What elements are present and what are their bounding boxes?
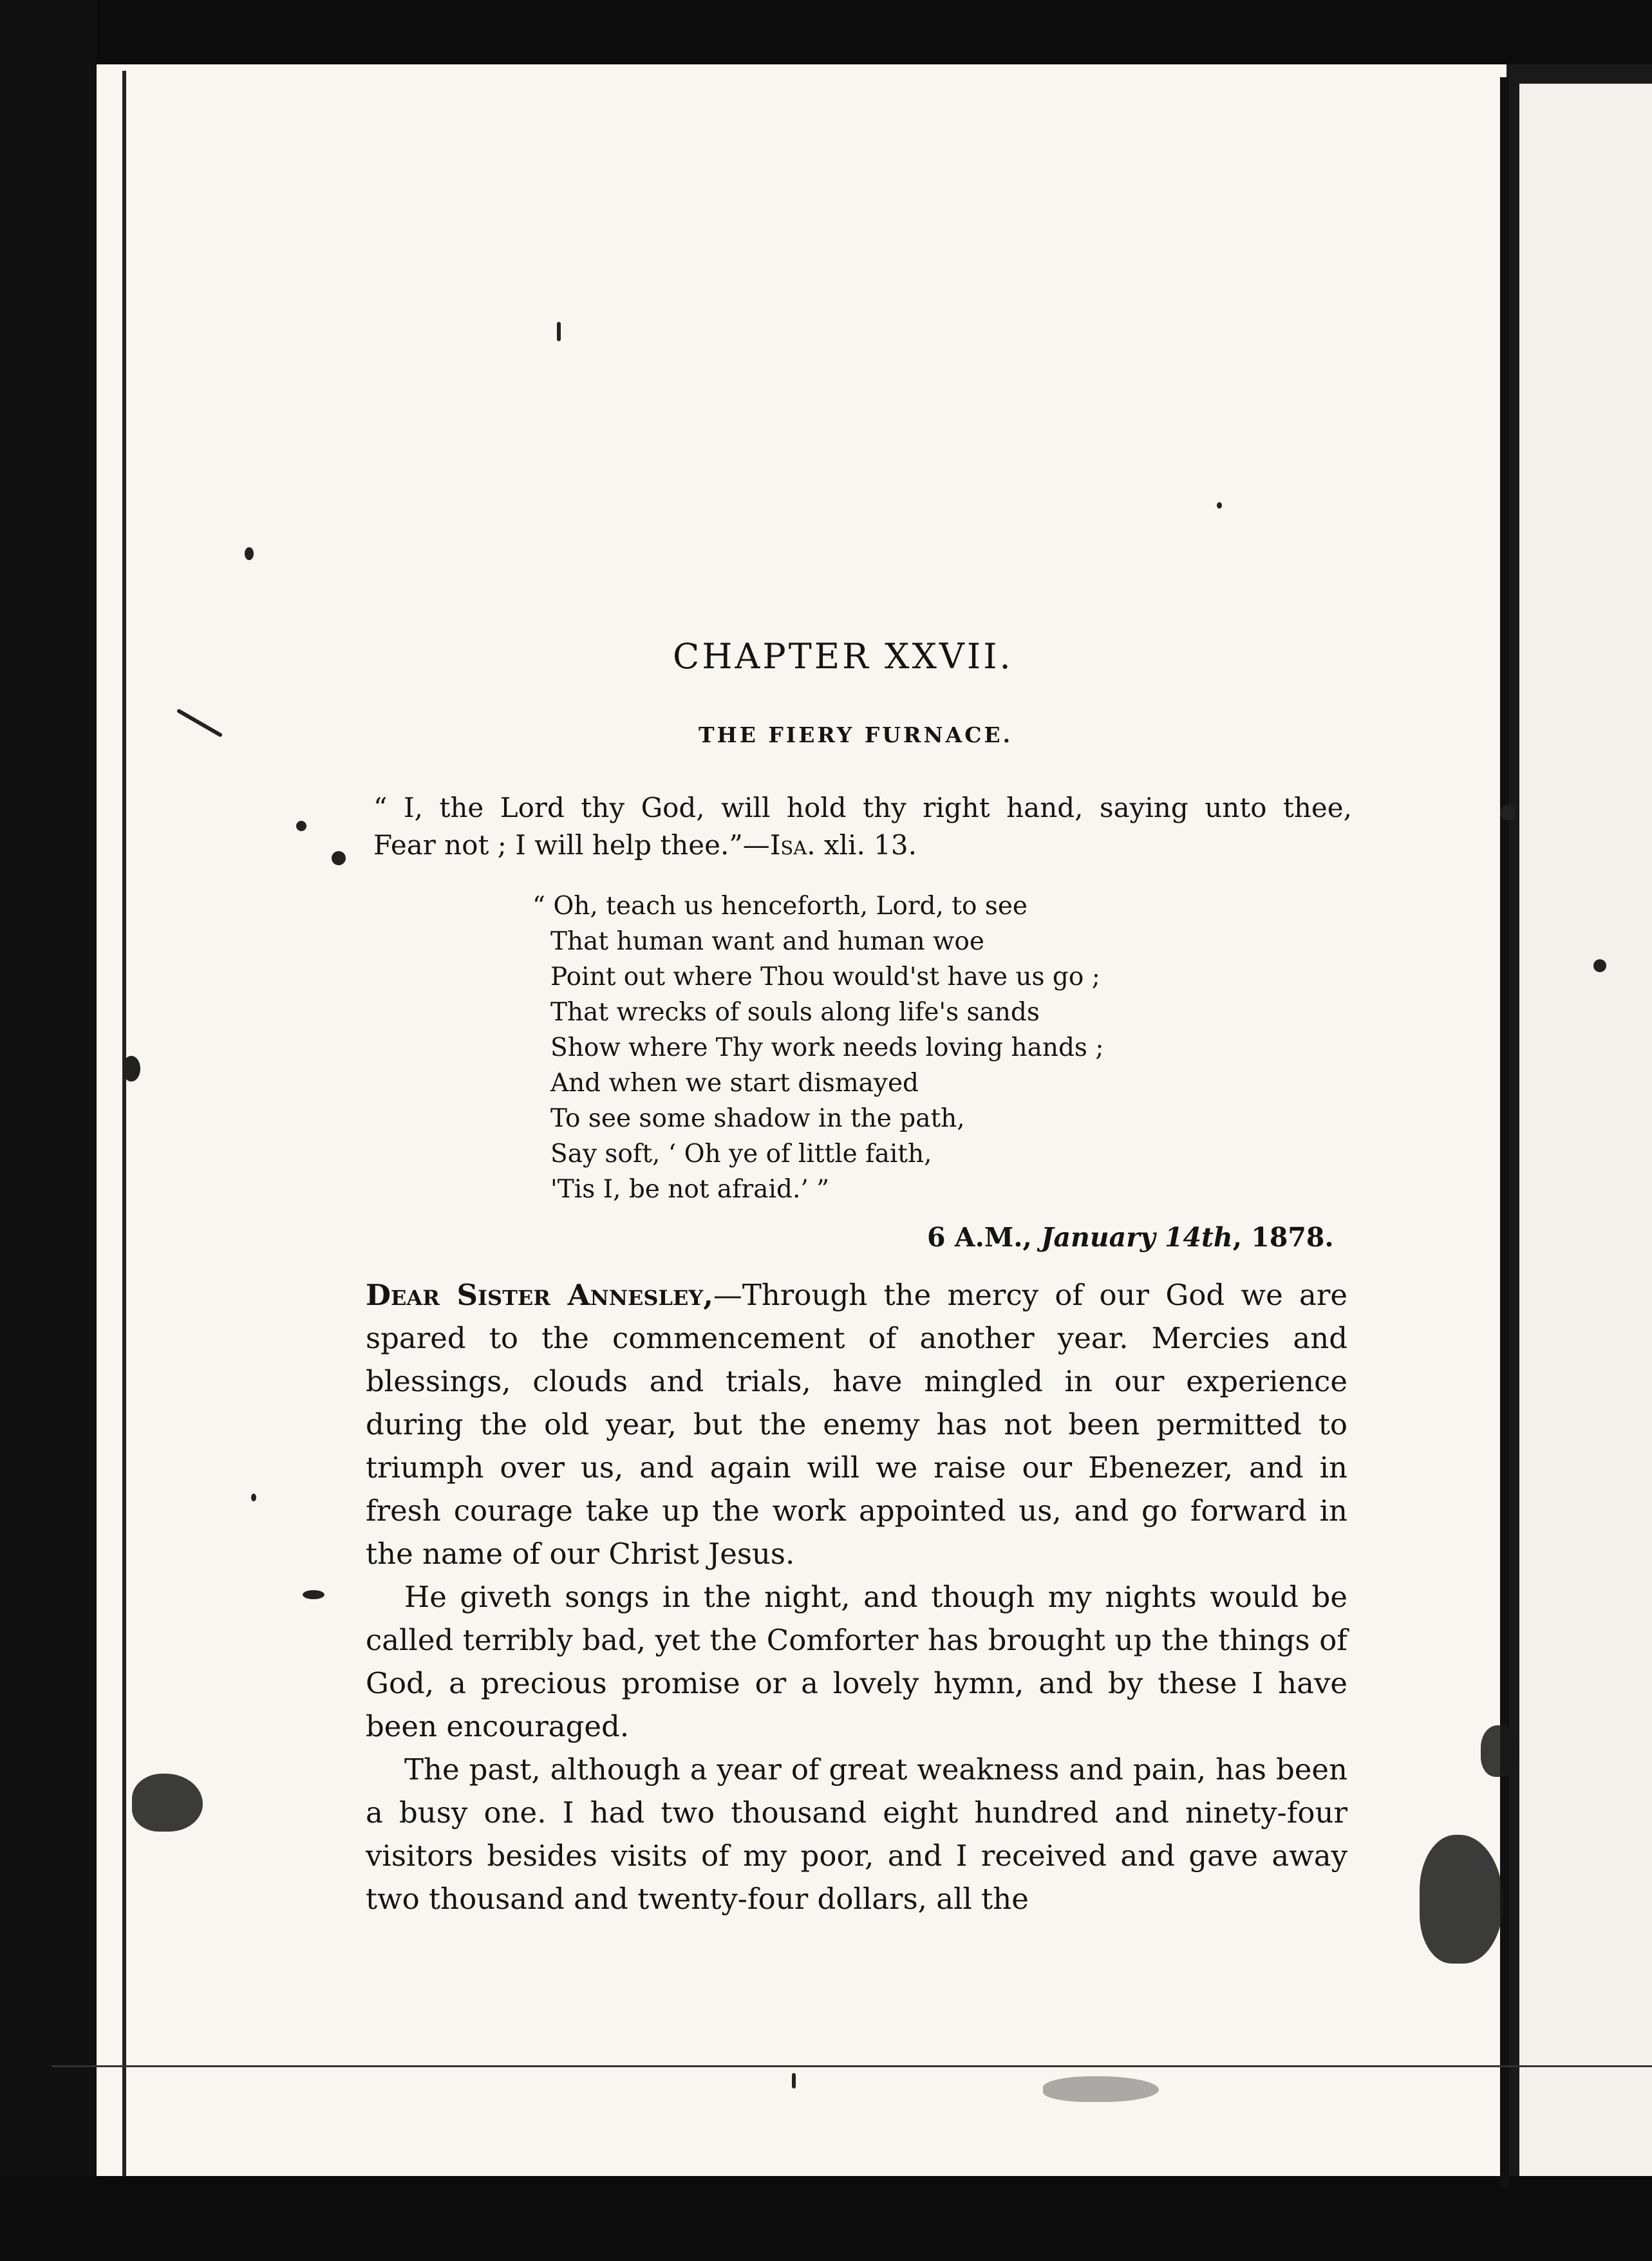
poem-line: Show where Thy work needs loving hands ; (550, 1033, 1104, 1062)
ink-speck (792, 2073, 796, 2088)
letter-body (366, 1273, 1347, 1920)
poem-line: To see some shadow in the path, (550, 1104, 965, 1133)
poem-line: That human want and human woe (550, 927, 984, 956)
poem-line: And when we start dismayed (550, 1069, 919, 1098)
chapter-title: CHAPTER XXVII. (673, 636, 1013, 677)
epigraph-line-2 (373, 827, 1352, 864)
ink-speck (296, 821, 306, 831)
ink-blot (1043, 2076, 1159, 2102)
poem-line: That wrecks of souls along life's sands (550, 998, 1040, 1027)
poem-line: Say soft, ‘ Oh ye of little faith, (550, 1140, 932, 1168)
poem-line: Point out where Thou would'st have us go ; (550, 962, 1100, 991)
ink-speck (303, 1590, 324, 1599)
ink-speck (245, 547, 254, 560)
epigraph-line-1: “ I, the Lord thy God, will hold thy right hand, saying unto thee, (373, 792, 1352, 823)
ink-speck (1593, 959, 1606, 972)
letter-paragraph: The past, although a year of great weakness and pain, has been a busy one. I had two thousand eight hundred and ninety-four visitors besides visits of my poor, and I received and gave away two thousand and twenty-four dollars, all the (366, 1752, 1347, 1916)
epigraph-source: Isa. (769, 829, 816, 861)
dateline-time: 6 A.M., (927, 1222, 1042, 1253)
poem-line: 'Tis I, be not afraid.’ ” (550, 1175, 830, 1204)
chapter-subtitle: THE FIERY FURNACE. (699, 722, 1013, 747)
letter-paragraph (366, 1273, 1347, 1575)
ink-speck (557, 322, 561, 341)
scan-border-left (0, 0, 97, 2261)
poem-stanza (532, 888, 1104, 1207)
ink-speck (122, 1056, 140, 1082)
epigraph-quote (373, 789, 1352, 864)
ink-speck (332, 851, 346, 865)
paragraph-text: —Through the mercy of our God we are spared to the commencement of another year. Mercies and blessings, clouds and trials, have mingled in our experience during the old year, but the enemy has not been permitted to triumph over us, and again will we raise our Ebenezer, and in fresh courage take up the work appointed us, and go forward in the name of our Christ Jesus. (366, 1278, 1347, 1571)
dateline-date: January 14th (1041, 1222, 1233, 1253)
ink-blot (132, 1774, 203, 1832)
scan-border-top (0, 0, 1652, 64)
facing-page-edge (1519, 84, 1652, 2176)
epigraph-reference: xli. 13. (815, 829, 917, 861)
epigraph-text: Fear not ; I will help thee.”— (373, 829, 770, 861)
letter-salutation: Dear Sister Annesley, (366, 1278, 713, 1312)
page-bottom-rule (52, 2065, 1652, 2067)
page-left-edge (122, 71, 126, 2176)
dateline-year: , 1878. (1232, 1222, 1334, 1253)
ink-blot (1481, 1725, 1519, 1777)
ink-speck (1500, 805, 1516, 820)
ink-speck (1217, 502, 1222, 509)
letter-paragraph: He giveth songs in the night, and though my nights would be called terribly bad, yet the Comforter has brought up the things of God, a precious promise or a lovely hymn, and by these I have been encouraged. (366, 1580, 1347, 1743)
scan-border-bottom (0, 2176, 1652, 2261)
ink-speck (251, 1494, 256, 1501)
page-gutter (1500, 77, 1509, 2189)
letter-dateline (927, 1222, 1334, 1253)
poem-line: “ Oh, teach us henceforth, Lord, to see (532, 892, 1028, 921)
